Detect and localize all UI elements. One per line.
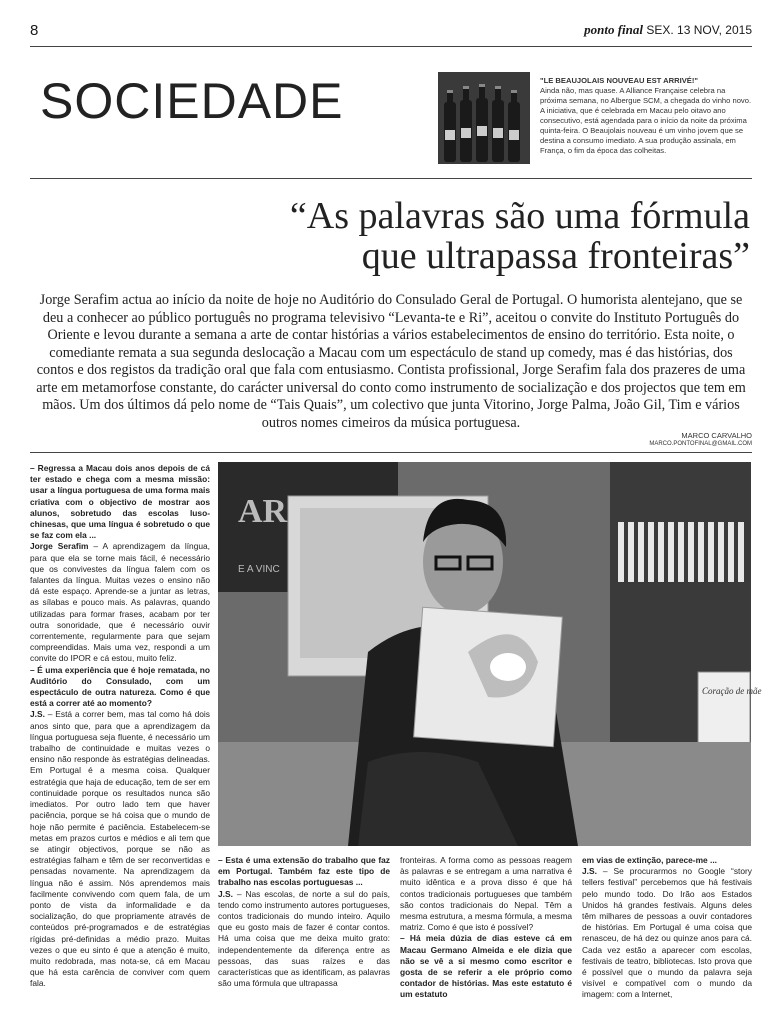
bottles-image xyxy=(438,72,530,164)
answer: J.S. – Nas escolas, de norte a sul do país, tendo como instrumento autores portugueses, contos tradicionais do mundo inteiro. Aquilo que eu gosto mais de fazer é contar contos. Há uma coisa que me deixa muito grato: independentemente da diferença entre as pessoas, das suas raízes e das características que as identificam, as palavras são uma fórmula que ultrapassa xyxy=(218,888,390,989)
answer: fronteiras. A forma como as pessoas reagem às palavras e se entregam a uma narrativa é muito idêntica e a prova disso é que há contos tradicionais portugueses que também são contos tradicionais do Nepal. Têm a mesma estrutura, a mesma fórmula, a mesma matriz. Como é que isto é possível? xyxy=(400,855,572,933)
article-photo xyxy=(218,462,762,846)
author-email: MARCO.PONTOFINAL@GMAIL.COM xyxy=(649,441,752,447)
column-2 xyxy=(218,855,390,989)
headline-line-1: “As palavras são uma fórmula xyxy=(289,195,750,237)
question: – Há meia dúzia de dias esteve cá em Macau Germano Almeida e ele dizia que não se vê a si mesmo como escritor e gosta de se referir a ele próprio como contador de histórias. Mas este estatuto é um estatuto xyxy=(400,933,572,1000)
brief-title: "LE BEAUJOLAIS NOUVEAU EST ARRIVÉ!" xyxy=(540,76,698,85)
masthead xyxy=(584,22,752,38)
question: em vias de extinção, parece-me ... xyxy=(582,855,717,865)
article-intro: Jorge Serafim actua ao início da noite de hoje no Auditório do Consulado Geral de Portugal. O humorista alentejano, que se deu a conhecer ao público português no programa televisivo “Levanta-te e Ri”, aceitou o convite do Instituto Português do Oriente e levou durante a semana a arte de contar histórias a vários estabelecimentos de ensino do território. Esta noite, o comediante remata a sua segunda deslocação a Macau com um espectáculo de stand up comedy, mas é das histórias, dos contos e dos registos da tradição oral que fala com entusiasmo. Contista profissional, Jorge Serafim fala dos prazeres de uma arte em metamorfose constante, do carácter universal do conto como instrumento de socialização e dos projectos que tem em mãos. Um dos últimos dá pelo nome de “Tais Quais”, um colectivo que junta Vitorino, Jorge Palma, João Gil, Tim e vários outros nomes cimeiros da música portuguesa. xyxy=(36,292,746,431)
byline-rule xyxy=(30,452,752,453)
question: – É uma experiência que é hoje rematada, no Auditório do Consulado, com um espectáculo de outra natureza. Como é que está a correr até ao momento? xyxy=(30,664,210,709)
column-3 xyxy=(400,855,572,1001)
question: – Esta é uma extensão do trabalho que faz em Portugal. Também faz este tipo de trabalho nas escolas portuguesas ... xyxy=(218,855,390,888)
answer: J.S. – Está a correr bem, mas tal como há dois anos sinto que, para que a aprendizagem da língua portuguesa seja fluente, é necessário um trabalho de continuidade e muitas vezes o ensino não responde às estratégias delineadas. Em Portugal é a mesma coisa. Qualquer estratégia que haja de educação, tem de ser em continuidade porque os resultados nunca são imediatos. Por outro lado tem que haver paciência, porque se há coisa que o mundo de hoje não permite é paciência. Estabelecem-se metas em prazos curtos e médios e ali tem que se atingir objectivos, porque se não as estratégias falham e têm de ser reconvertidas e pensadas novamente. Na aprendizagem da língua não é assim. Nós aprendemos mais facilmente convivendo com quem fala, de um ponto de vista da informalidade e da socialização, do que propriamente através de conteúdos pré-programados e de estratégias rígidas pré-definidas a médio prazo. Muitas vezes o que eu sinto é que a atenção é muito, muito redobrada, mas nota-se, cá em Macau que há esta carência de conviver com quem fala. xyxy=(30,709,210,989)
paper-name: ponto final xyxy=(584,22,644,37)
svg-text:AR: AR xyxy=(238,493,288,530)
page-number: 8 xyxy=(30,22,39,39)
answer: J.S. – Se procurarmos no Google “story tellers festival” percebemos que há festivais pelo mundo todo. Do Irão aos Estados Unidos há grandes festivais. Alguns deles têm milhares de pessoas a ouvir contadores de histórias. Em Portugal é uma coisa que renasceu, de há dez ou quinze anos para cá. Cada vez estão a aparecer com escolas, festivais de teatro, bibliotecas. Isto prova que é possível que o mundo da palavra seja visível e compatível com o mundo da imagem: com a Internet, xyxy=(582,866,752,1000)
byline xyxy=(649,431,752,449)
answer: Jorge Serafim – A aprendizagem da língua, para que ela se torne mais fácil, é necessário que os convivestes da língua falem com os falantes da língua. Muitas vezes o ensino não dá este espaço. Aprende-se a juntar as letras, as sílabas e pouco mais. As palavras, quando utilizadas para formar frases, acabam por ter outra sonoridade, que é necessário ouvir correntemente, regularmente para que sejam compreendidas. Mais uma vez, respondi a um convite do IPOR e cá estou, muito feliz. xyxy=(30,541,210,664)
column-4 xyxy=(582,855,752,1001)
headline-line-2: que ultrapassa fronteiras” xyxy=(361,235,750,277)
news-brief xyxy=(540,76,752,156)
section-title: SOCIEDADE xyxy=(40,73,344,129)
headline xyxy=(100,196,750,276)
author-name: MARCO CARVALHO xyxy=(681,431,752,440)
wine-bottles-photo xyxy=(438,72,530,164)
question: – Regressa a Macau dois anos depois de cá ter estado e chega com a mesma missão: usar a língua portuguesa de uma forma mais criativa com o objectivo de mostrar aos alunos, sobretudo das escolas luso-chinesas, que uma língua é sobretudo o que se faz com ela ... xyxy=(30,463,210,541)
issue-date: SEX. 13 NOV, 2015 xyxy=(646,23,752,37)
storyteller-photo xyxy=(218,462,762,846)
section-rule xyxy=(30,178,752,179)
brief-text: Ainda não, mas quase. A Alliance Française celebra na próxima semana, no Albergue SCM, a chegada do vinho novo. A iniciativa, que é celebrada em Macau pelo oitavo ano consecutivo, está agendada para o início da noite da próxima quinta-feira. O Beaujolais nouveau é um vinho jovem que se destina a consumo imediato. A sua produção assinala, em França, o fim da época das colheitas. xyxy=(540,86,752,155)
column-1 xyxy=(30,463,210,990)
poster-text: E A VINC xyxy=(238,564,280,575)
book-title: Coração de mãe xyxy=(702,686,762,696)
header-rule xyxy=(30,46,752,47)
